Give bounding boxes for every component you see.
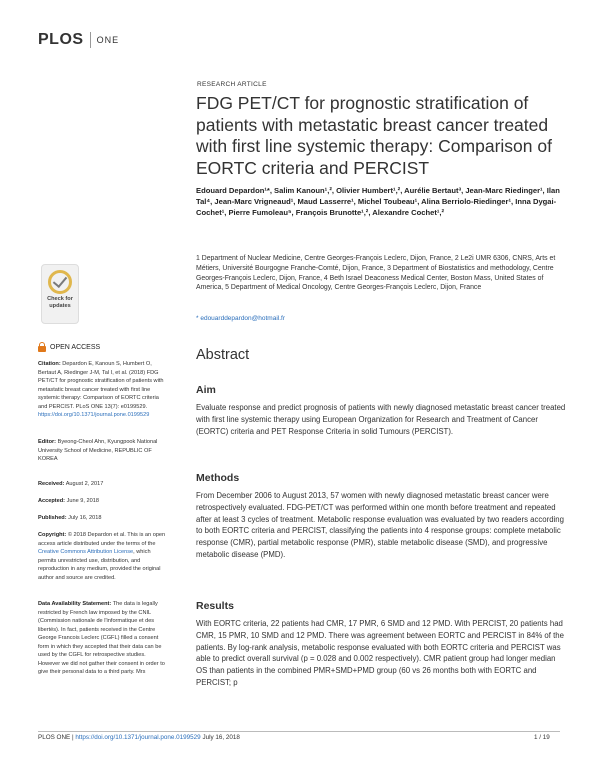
results-paragraph: With EORTC criteria, 22 patients had CMR, 17 PMR, 6 SMD and 12 PMD. With PERCIST, 20 patients had CMR, 15 PMR, 10 SMD and 12 PMD. There was agreement between EORTC and PERCIST in 84% of the patients. By log-rank analysis, metabolic response evaluated with both EORTC criteria and PERCIST was able to predict overall survival (p = 0.028 and 0.002 respectively). CMR patient group had longer median OS than patients in the combined PMR+SMD+PMD group (60 vs 26 months both with EORTC and PERCIST; p (196, 619, 564, 687)
received-date: August 2, 2017 (65, 481, 104, 487)
article-title: FDG PET/CT for prognostic stratification of patients with metastatic breast cancer treated with first line systemic therapy: Comparison of EORTC criteria and PERCIST (196, 93, 552, 178)
open-access-text: OPEN ACCESS (50, 343, 101, 351)
methods-paragraph: From December 2006 to August 2013, 57 women with newly diagnosed metastatic breast cancer were retrospectively evaluated. FDG-PET/CT was performed within one month before treatment and repeated after at least 3 cycles of treatment. Metabolic response evaluation was evaluated by two readers according to both EORTC criteria and PERCIST, classifying the patients into 4 response groups: complete metabolic response (CMR), partial metabolic response (PMR), stable metabolic disease (SMD), and progressive metabolic disease (PMD). (196, 491, 564, 559)
citation-block (38, 360, 168, 420)
copyright-text: © 2018 Depardon et al. This is an open access article distributed under the terms of the (38, 532, 166, 547)
footer-doi-link[interactable]: https://doi.org/10.1371/journal.pone.0199529 (75, 734, 201, 741)
copyright-label: Copyright: (38, 532, 67, 538)
cc-license-link[interactable]: Creative Commons Attribution License (38, 549, 134, 555)
data-availability-text: The data is legally restricted by French law imposed by the CNIL (Commission nationale de l'informatique et des libertés). In fact, patients received in the Centre George Francois Leclerc (CGFL) filled a consent form in which they accepted that their data can be used by the CGFL for retrospective studies. However we did not gather their consent in order to give their personal data to a third party. Mrs (38, 601, 165, 675)
article-type: RESEARCH ARTICLE (197, 81, 267, 88)
check-for-updates-button[interactable] (41, 264, 79, 324)
check-updates-badge[interactable] (41, 264, 79, 324)
copyright-block (38, 531, 168, 582)
editor-block (38, 438, 168, 464)
author-list: Edouard Depardon¹*, Salim Kanoun¹,², Olivier Humbert¹,², Aurélie Bertaut³, Jean-Marc Riedinger¹, Ilan Tal⁴, Jean-Marc Vrigneaud¹, Maud Lasserre¹, Michel Toubeau¹, Alina Berriolo-Riedinger¹, Inna Dygai-Cochet¹, Pierre Fumoleau⁵, François Brunotte¹,², Alexandre Cochet¹,² (196, 186, 560, 217)
received-label: Received: (38, 481, 65, 487)
abstract-heading: Abstract (196, 347, 250, 363)
citation-label: Citation: (38, 361, 61, 367)
results-heading: Results (196, 600, 234, 612)
accepted-date: June 9, 2018 (66, 498, 99, 504)
plos-one-logo (38, 28, 119, 52)
email-link[interactable]: * edouarddepardon@hotmail.fr (196, 315, 285, 322)
logo-journal: ONE (96, 35, 120, 45)
published-block (38, 514, 168, 523)
page-number: 1 / 19 (534, 734, 550, 741)
data-availability-block (38, 600, 168, 677)
published-label: Published: (38, 515, 67, 521)
accepted-label: Accepted: (38, 498, 66, 504)
received-block (38, 480, 168, 489)
aim-paragraph: Evaluate response and predict prognosis of patients with newly diagnosed metastatic breast cancer treated with first line systemic therapy using European Organization for Research and Treatment of Cancer (EORTC) criteria and PET Response Criteria in solid Tumours (PERCIST). (196, 403, 566, 436)
methods-heading: Methods (196, 472, 240, 484)
accepted-block (38, 497, 168, 506)
check-updates-icon (48, 270, 72, 294)
editor-text: Byeong-Cheol Ahn, Kyungpook National University School of Medicine, REPUBLIC OF KOREA (38, 439, 158, 462)
data-availability-label: Data Availability Statement: (38, 601, 112, 607)
footer (38, 734, 240, 741)
logo-separator (90, 32, 91, 48)
citation-text: Depardon E, Kanoun S, Humbert O, Bertaut A, Riedinger J-M, Tal I, et al. (2018) FDG PET/CT for prognostic stratification of patients with metastatic breast cancer treated with first line systemic therapy: Comparison of EORTC criteria and PERCIST. PLoS ONE 13(7): e0199529. (38, 361, 164, 410)
footer-date: July 16, 2018 (202, 734, 240, 741)
footer-separator: | (70, 734, 76, 741)
affiliations: 1 Department of Nuclear Medicine, Centre Georges-François Leclerc, Dijon, France, 2 Le2i UMR 6306, CNRS, Arts et Métiers, Université Bourgogne Franche-Comté, Dijon, France, 3 Department of Biostatistics and methodology, Centre Georges-François Leclerc, Dijon, France, 4 Beth Israel Deaconess Medical Center, Boston Mass, United States of America, 5 Department of Medical Oncology, Centre Georges-François Leclerc, Dijon, France (196, 255, 556, 292)
footer-divider (38, 731, 560, 732)
published-date: July 16, 2018 (68, 515, 102, 521)
aim-heading: Aim (196, 384, 216, 396)
footer-journal: PLOS ONE (38, 734, 71, 741)
check-updates-line1: Check for (47, 296, 73, 302)
citation-doi-link[interactable]: https://doi.org/10.1371/journal.pone.0199529 (38, 412, 150, 418)
open-access-label (38, 342, 100, 352)
logo-brand: PLOS (38, 31, 84, 48)
corresponding-email[interactable] (196, 315, 285, 322)
editor-label: Editor: (38, 439, 57, 445)
check-updates-line2: updates (49, 302, 71, 309)
copyright-text-end: , which permits unrestricted use, distribution, and reproduction in any medium, provided the original author and source are credited. (38, 549, 161, 581)
open-lock-icon (38, 342, 46, 352)
